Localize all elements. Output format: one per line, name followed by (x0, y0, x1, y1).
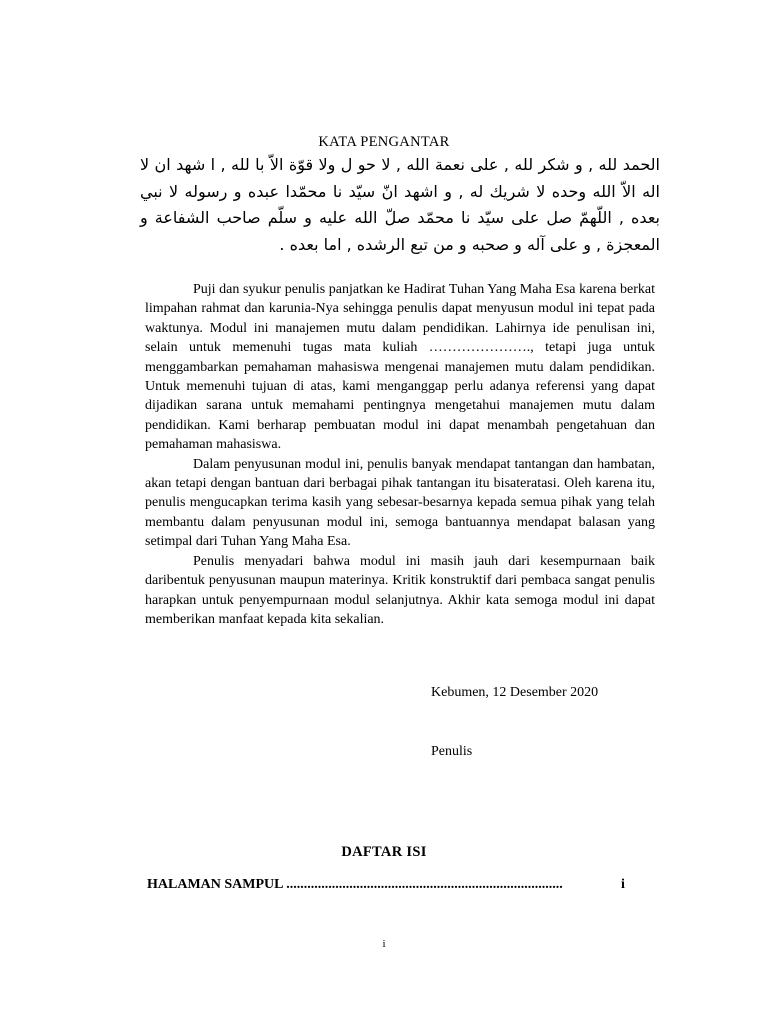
toc-entry-label[interactable]: HALAMAN SAMPUL ............................................................................... (147, 877, 563, 892)
arabic-opening: الحمد لله , و شكر لله , على نعمة الله , لا حو ل ولا قوّة الاّ با لله , ا شهد ان لا اله الاّ الله وحده لا شريك له , و اشهد انّ سيّد نا محمّدا عبده و رسوله لا نبي بعده , اللّهمّ صل على سيّد نا محمّد صلّ الله عليه و سلّم صاحب الشفاعة و المعجزة , و على آله و صحبه و من تبع الرشده , اما بعده . (140, 155, 660, 254)
paragraph: Dalam penyusunan modul ini, penulis banyak mendapat tantangan dan hambatan, akan tetapi dengan bantuan dari berbagai pihak tantangan itu bisateratasi. Oleh karena itu, penulis mengucapkan terima kasih yang sebesar-besarnya kepada semua pihak yang telah membantu dalam penyusunan modul ini, semoga bantuannya mendapat balasan yang setimpal dari Tuhan Yang Maha Esa. (145, 456, 655, 550)
paragraph: Puji dan syukur penulis panjatkan ke Hadirat Tuhan Yang Maha Esa karena berkat limpahan rahmat dan karunia-Nya sehingga penulis dapat menyusun modul ini tepat pada waktunya. Modul ini manajemen mutu dalam pendidikan. Lahirnya ide penulisan ini, selain untuk memenuhi tugas mata kuliah …………………., tetapi juga untuk menggambarkan pemahaman mahasiswa mengenai manajemen mutu dalam pendidikan. Untuk memenuhi tujuan di atas, kami menganggap perlu adanya referensi yang dapat dijadikan sarana untuk memahami pentingnya mengetahui manajemen mutu dalam pendidikan. Kami berharap pembuatan modul ini dapat menambah pengetahuan dan pemahaman mahasiswa. (145, 282, 655, 453)
page-number: i (382, 938, 386, 950)
place-date: Kebumen, 12 Desember 2020 (431, 685, 599, 700)
toc-entry-page: i (621, 877, 625, 892)
signer: Penulis (431, 744, 473, 759)
body-text (145, 280, 655, 629)
paragraph: Penulis menyadari bahwa modul ini masih jauh dari kesempurnaan baik daribentuk penyusunan maupun materinya. Kritik konstruktif dari pembaca sangat penulis harapkan untuk penyempurnaan modul selanjutnya. Akhir kata semoga modul ini dapat memberikan manfaat kepada kita sekalian. (145, 553, 655, 627)
page-title: KATA PENGANTAR (318, 134, 450, 150)
toc-title: DAFTAR ISI (341, 844, 427, 860)
